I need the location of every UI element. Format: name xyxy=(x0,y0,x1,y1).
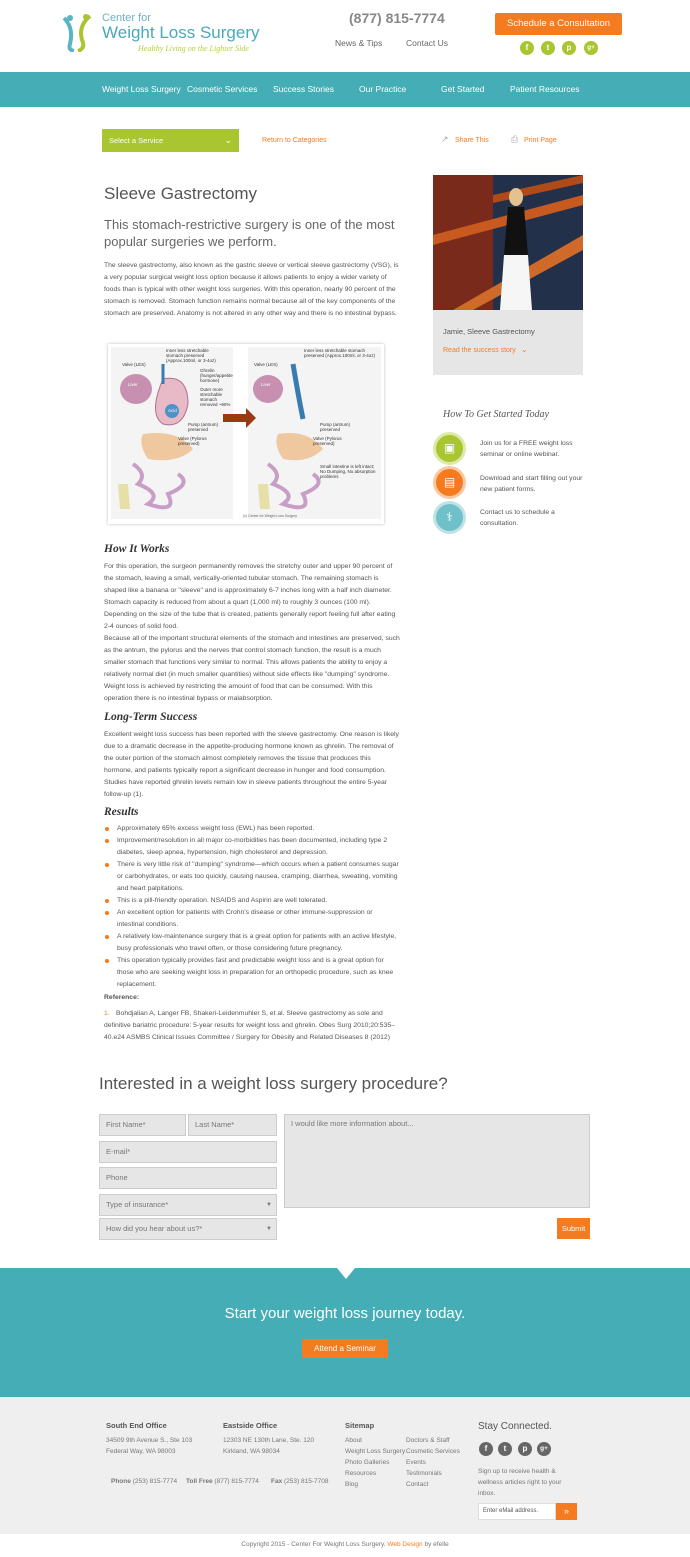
south-office-heading: South End Office xyxy=(106,1421,167,1430)
label-liver: Liver xyxy=(128,382,138,387)
sitemap-link[interactable]: Contact xyxy=(406,1481,429,1488)
newsletter-submit-button[interactable]: » xyxy=(556,1503,577,1520)
print-icon[interactable]: ⎙ xyxy=(511,134,519,144)
label-valve-les: Valve (LES) xyxy=(122,362,146,367)
referral-select-label: How did you hear about us?* xyxy=(106,1224,203,1233)
sitemap-col1 xyxy=(345,1435,405,1490)
forms-icon[interactable]: ▤ xyxy=(436,469,463,496)
how-it-works-heading: How It Works xyxy=(104,543,170,555)
sitemap-link[interactable]: About xyxy=(345,1437,362,1444)
footer-tollfree[interactable] xyxy=(186,1476,259,1487)
toll-value: (877) 815-7774 xyxy=(214,1478,259,1485)
chevron-down-icon: ⌄ xyxy=(521,345,528,354)
results-list xyxy=(104,823,400,991)
label-inner-stomach-2: Inner less stretchable stomach preserved (Approx.100ml, or 3-4oz) xyxy=(304,348,376,358)
long-term-heading: Long-Term Success xyxy=(104,711,198,723)
referral-select[interactable] xyxy=(99,1218,277,1240)
service-select[interactable] xyxy=(102,129,239,152)
patient-photo xyxy=(433,175,583,310)
sitemap-link[interactable]: Doctors & Staff xyxy=(406,1437,450,1444)
facebook-icon[interactable]: f xyxy=(479,1442,493,1456)
attend-seminar-button[interactable]: Attend a Seminar xyxy=(302,1339,388,1358)
first-name-input[interactable]: First Name* xyxy=(99,1114,186,1136)
result-item: Improvement/resolution in all major co-morbidities has been documented, including type 2 diabetes, sleep apnea, hypertension, high cholesterol and depression. xyxy=(104,835,400,859)
print-page-link[interactable]: Print Page xyxy=(524,137,557,144)
east-office-line1: 12303 NE 130th Lane, Ste. 120 xyxy=(223,1437,315,1444)
sitemap-link[interactable]: Photo Galleries xyxy=(345,1459,390,1466)
schedule-consultation-button[interactable]: Schedule a Consultation xyxy=(495,13,622,35)
share-icon[interactable]: ↗ xyxy=(441,134,449,144)
story-caption: Jamie, Sleeve Gastrectomy xyxy=(443,327,535,336)
east-office-heading: Eastside Office xyxy=(223,1421,278,1430)
reference-number: 1. xyxy=(104,1010,110,1017)
label-pump: Pump (antrum) preserved xyxy=(188,422,219,432)
label-pump-2: Pump (antrum) preserved xyxy=(320,422,351,432)
reference-text: Bohdjalian A, Langer FB, Shakeri-Leidenmuhler S, et al. Sleeve gastrectomy as sole and definitive bariatric procedure: 5-year results for weight loss and ghrelin. Obes Surg 2010;20:535– 40.e24 ASMBS Clinical Issues Committee / Surgery for Obesity and Related Diseases 8 (2012) xyxy=(104,1010,395,1041)
twitter-icon[interactable]: t xyxy=(498,1442,512,1456)
nav-success-stories[interactable]: Success Stories xyxy=(273,84,334,94)
caret-down-icon: ▼ xyxy=(266,1226,272,1232)
form-heading: Interested in a weight loss surgery procedure? xyxy=(99,1074,448,1093)
news-tips-link[interactable]: News & Tips xyxy=(335,38,383,48)
caret-down-icon: ▼ xyxy=(266,1202,272,1208)
return-to-categories-link[interactable]: Return to Categories xyxy=(262,137,327,144)
sitemap-link[interactable]: Weight Loss Surgery xyxy=(345,1448,406,1455)
stay-connected-heading: Stay Connected. xyxy=(478,1421,552,1432)
phone-label: Phone xyxy=(111,1478,131,1485)
insurance-select[interactable] xyxy=(99,1194,277,1216)
nav-weight-loss-surgery[interactable]: Weight Loss Surgery xyxy=(102,84,181,94)
result-item: A relatively low-maintenance surgery that is a great option for patients with an active lifestyle, busy professionals who travel often, or those considering future pregnancy. xyxy=(104,931,400,955)
fax-label: Fax xyxy=(271,1478,283,1485)
last-name-input[interactable]: Last Name* xyxy=(188,1114,277,1136)
page-title: Sleeve Gastrectomy xyxy=(104,184,258,203)
page-subtitle: This stomach-restrictive surgery is one of the most popular surgeries we perform. xyxy=(104,217,395,249)
submit-button[interactable]: Submit xyxy=(557,1218,590,1239)
sitemap-link[interactable]: Resources xyxy=(345,1470,377,1477)
contact-us-link[interactable]: Contact Us xyxy=(406,38,449,48)
sitemap-link[interactable]: Blog xyxy=(345,1481,359,1488)
copyright-text: Copyright 2015 - Center For Weight Loss Surgery. xyxy=(241,1541,386,1548)
message-textarea[interactable]: I would like more information about... xyxy=(284,1114,590,1208)
east-office-line2: Kirkland, WA 98034 xyxy=(223,1448,280,1455)
stethoscope-icon[interactable]: ⚕ xyxy=(436,504,463,531)
results-heading: Results xyxy=(104,806,139,818)
result-item: Approximately 65% excess weight loss (EWL) has been reported. xyxy=(104,823,400,835)
long-term-paragraph: Excellent weight loss success has been reported with the sleeve gastrectomy. One reason is likely due to a dramatic decrease in the appetite-producing hormone known as ghrelin. The removal of the outer portion of the stomach almost completely removes the tissue that produces this hormone, and patients typically report a significant decrease in hunger and food consumption. Studies have reported ghrelin levels remain low in sleeve patients throughout the entire 5-year follow-up (1). xyxy=(104,731,399,798)
result-item: This operation typically provides fast and predictable weight loss and is a great option for those who are seeking weight loss in preparation for an orthopedic procedure, such as knee replacement. xyxy=(104,955,400,991)
sitemap-link[interactable]: Events xyxy=(406,1459,426,1466)
facebook-icon[interactable]: f xyxy=(520,41,534,55)
south-office-line2: Federal Way, WA 98003 xyxy=(106,1448,176,1455)
how-it-works-p1: For this operation, the surgeon permanently removes the stretchy outer and upper 90 percent of the stomach, leaving a small, vertically-oriented tubular stomach. The remaining stomach is shaped like a banana or "sleeve" and is approximately 6-7 inches long with a half inch diameter. Stomach capacity is reduced from about a quart (1,000 ml) to roughly 3 ounces (100 ml). Depending on the size of the tube that is created, patients generally report feeling full after eating 2-4 ounces of solid food. xyxy=(104,563,396,630)
footer-phone[interactable] xyxy=(111,1476,177,1487)
phone-value: (253) 815-7774 xyxy=(132,1478,178,1485)
toll-label: Toll Free xyxy=(186,1478,213,1485)
googleplus-icon[interactable]: g+ xyxy=(584,41,598,55)
newsletter-text: Sign up to receive health & wellness articles right to your inbox. xyxy=(478,1468,562,1497)
result-item: There is very little risk of "dumping" syndrome—which occurs when a patient consumes sugar or carbohydrates, or eats too quickly, causing nausea, cramping, diarrhea, sweating, vomiting and heart palpitations. xyxy=(104,859,400,895)
logo-text-small[interactable]: Center for xyxy=(102,12,151,24)
nav-patient-resources[interactable]: Patient Resources xyxy=(510,84,580,94)
sleeve-diagram xyxy=(108,344,384,524)
get-started-heading: How To Get Started Today xyxy=(443,409,549,420)
stomach-illustration xyxy=(108,344,384,524)
diagram-credit: (c) Center for Weight Loss Surgery xyxy=(243,514,298,518)
pinterest-icon[interactable]: p xyxy=(518,1442,532,1456)
web-design-link[interactable]: Web Design xyxy=(387,1541,423,1548)
reference-heading: Reference: xyxy=(104,994,140,1001)
nav-our-practice[interactable]: Our Practice xyxy=(359,84,407,94)
seminar-icon[interactable]: ▣ xyxy=(436,435,463,462)
label-liver-2: Liver xyxy=(261,382,271,387)
label-valve-pylorus-2: Valve (Pylorus preserved) xyxy=(313,436,342,446)
logo-text[interactable]: Weight Loss Surgery xyxy=(102,23,260,42)
cta-heading: Start your weight loss journey today. xyxy=(224,1305,466,1322)
label-valve-pylorus: Valve (Pylorus preserved) xyxy=(178,436,207,446)
how-it-works-p2: Because all of the important structural elements of the stomach and intestines are preserved, such as the antrum, the pylorus and the nerves that control stomach function, the result is a much smaller stomach that functions very similar to normal. This allows patients the ability to enjoy a relatively normal diet (in much smaller quantities) without side effects like "dumping" syndrome. Weight loss is achieved by restricting the amount of food that can be consumed. With this operation there is no intestinal bypass or malabsorption. xyxy=(104,635,400,702)
step-contact-text: Contact us to schedule a consultation. xyxy=(480,509,555,527)
result-item: An excellent option for patients with Crohn's disease or other immune-suppression or intestinal conditions. xyxy=(104,907,400,931)
logo-figure-icon xyxy=(60,12,94,52)
label-outer-stomach: Outer more stretchable stomach removed ~90% xyxy=(200,387,231,407)
fax-value: (253) 815-7708 xyxy=(284,1478,329,1485)
service-select-label: Select a Service xyxy=(109,136,164,145)
phone-input[interactable]: Phone xyxy=(99,1167,277,1189)
read-story-link[interactable]: Read the success story xyxy=(443,347,516,354)
twitter-icon[interactable]: t xyxy=(541,41,555,55)
label-inner-stomach: Inner less stretchable stomach preserved (Approx.100ml, or 3-4oz) xyxy=(166,348,216,363)
south-office-line1: 34509 9th Avenue S., Ste 103 xyxy=(106,1437,193,1444)
designer-credit: by efelle xyxy=(424,1541,449,1548)
step-seminar-text: Join us for a FREE weight loss seminar or online webinar. xyxy=(480,440,573,458)
nav-cosmetic-services[interactable]: Cosmetic Services xyxy=(187,84,258,94)
cta-notch xyxy=(337,1268,355,1279)
logo-tagline: Healthy Living on the Lighter Side xyxy=(138,44,249,53)
share-this-link[interactable]: Share This xyxy=(455,137,489,144)
label-small-intestine: Small intestine is left intact; No Dumping, No absorption problems xyxy=(320,464,376,479)
label-valve-les-2: Valve (LES) xyxy=(254,362,278,367)
sitemap-col2 xyxy=(406,1435,460,1490)
chevron-down-icon: ⌄ xyxy=(224,135,232,145)
copyright xyxy=(0,1541,690,1548)
sitemap-heading: Sitemap xyxy=(345,1421,375,1430)
email-input[interactable]: E-mail* xyxy=(99,1141,277,1163)
sitemap-link[interactable]: Cosmetic Services xyxy=(406,1448,460,1455)
label-acid: Acid xyxy=(168,408,177,413)
step-forms-text: Download and start filling out your new patient forms. xyxy=(480,475,583,493)
label-ghrelin: Ghrelin (hunger/appetite hormone) xyxy=(200,368,233,383)
insurance-select-label: Type of insurance* xyxy=(106,1200,169,1209)
sitemap-link[interactable]: Testimonials xyxy=(406,1470,442,1477)
googleplus-icon[interactable]: g+ xyxy=(537,1442,551,1456)
nav-get-started[interactable]: Get Started xyxy=(441,84,485,94)
newsletter-email-input[interactable]: Enter eMail address. xyxy=(478,1503,556,1520)
header-phone[interactable]: (877) 815-7774 xyxy=(349,10,445,26)
pinterest-icon[interactable]: p xyxy=(562,41,576,55)
intro-paragraph: The sleeve gastrectomy, also known as the gastric sleeve or vertical sleeve gastrectomy (VSG), is a very popular surgical weight loss option because it allows patients to enjoy a wider variety of foods than is typical with other weight loss surgeries. With this operation, nearly 90 percent of the stomach is removed. Stomach function remains normal because all of the key components of the stomach are preserved. Anatomy is not altered in any other way and there is no intestinal bypass. xyxy=(104,262,399,317)
result-item: This is a pill-friendly operation. NSAIDS and Aspirin are well tolerated. xyxy=(104,895,400,907)
cta-banner xyxy=(0,1268,690,1397)
footer-fax xyxy=(271,1476,328,1487)
